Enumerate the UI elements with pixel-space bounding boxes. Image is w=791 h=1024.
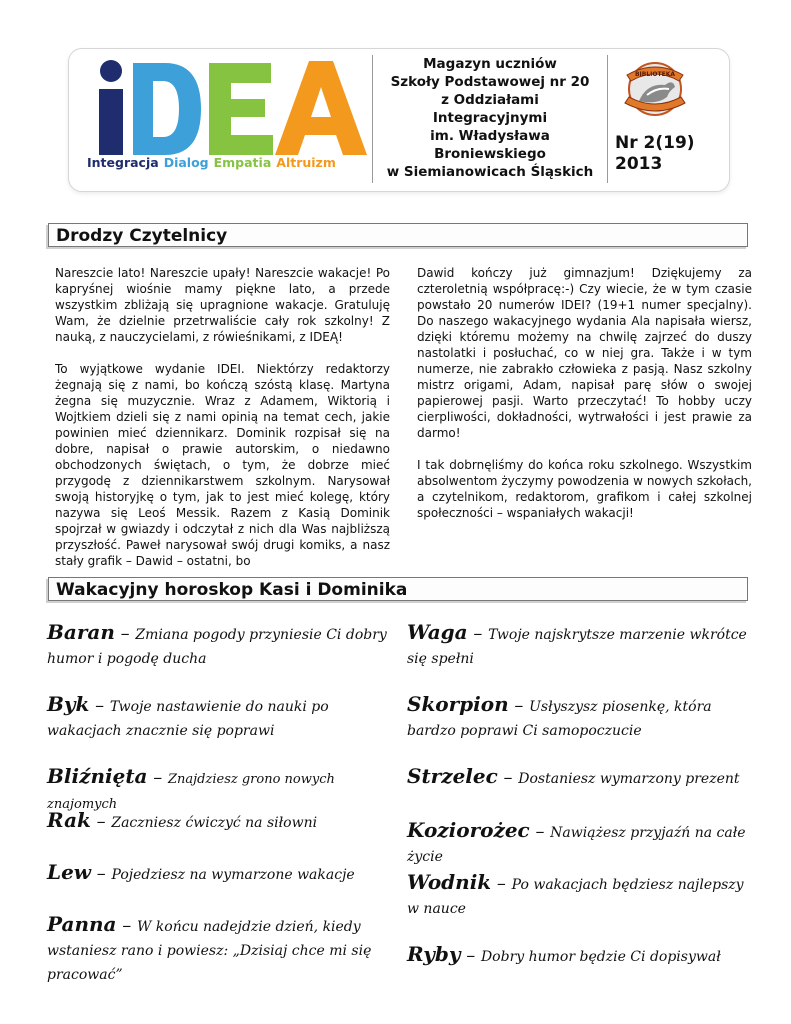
horoscope-entry xyxy=(47,860,397,887)
horoscope-text: Twoje najskrytsze marzenie wkrótce się spełni xyxy=(407,627,747,667)
library-emblem-icon xyxy=(617,57,693,117)
slogan-integracja: Integracja xyxy=(87,155,159,170)
article-paragraph: Dawid kończy już gimnazjum! Dziękujemy za czteroletnią współpracę:-) Czy wiecie, że w tym czasie powstało 20 numerów IDEI? (19+1 numer specjalny). Do naszego wakacyjnego wydania Ala napisała wiersz, dzięki któremu możemy na chwilę zajrzeć do duszy nastolatki i posłuchać, co w niej gra. Także i w tym numerze, nie zabrakło człowieka z pasją. Nasz szkolny mistrz origami, Adam, napisał parę słów o swojej papierowej pasji. Warto przeczytać! To hobby uczy cierpliwości, dokładności, wytrwałości i jest prawie za darmo! xyxy=(417,266,752,440)
horoscope-dash: – xyxy=(147,767,168,788)
horoscope-dash: – xyxy=(90,811,112,832)
horoscope-sign: Bliźnięta xyxy=(47,764,148,788)
horoscope-entry xyxy=(407,870,757,921)
horoscope-dash: – xyxy=(460,945,481,966)
horoscope-dash: – xyxy=(91,863,112,884)
article-column-right xyxy=(417,265,752,537)
logo-slogan xyxy=(87,155,341,175)
article-paragraph: To wyjątkowe wydanie IDEI. Niektórzy redaktorzy żegnają się z nami, bo kończą szóstą klasę. Martyna żegna się muzycznie. Wraz z Adamem, Wiktorią i Wojtkiem dzieli się z nami opinią na temat cech, jakie powinien mieć dziennikarz. Dominik rozpisał się na dobre, napisał o prawie autorskim, o niedawno obchodzonych świętach, o tym, że dobrze mieć przygodę z dziennikarstwem szkolnym. Narysował swoją historyjkę o tym, jak to jest mieć kolegę, który nazywa się Leoś Messik. Razem z Kasią Dominik spojrzał w gwiazdy i odczytał z nich dla Was najbliższą przyszłość. Paweł narysował swój drugi komiks, a nasz stały grafik – Dawid – ostatni, bo xyxy=(55,362,390,568)
horoscope-sign: Byk xyxy=(47,692,90,716)
logo-letter-e xyxy=(209,63,273,155)
horoscope-text: Pojedziesz na wymarzone wakacje xyxy=(111,867,355,883)
horoscope-text: Zmiana pogody przyniesie Ci dobry humor i pogodę ducha xyxy=(47,627,387,667)
horoscope-heading: Wakacyjny horoskop Kasi i Dominika xyxy=(48,577,748,601)
masthead-banner xyxy=(68,48,730,192)
banner-divider-right xyxy=(607,55,608,183)
magazine-title-line: z Oddziałami xyxy=(441,92,539,108)
horoscope-entry xyxy=(47,912,397,987)
logo-letter-d xyxy=(133,63,201,155)
article-column-left xyxy=(55,265,390,585)
horoscope-sign: Baran xyxy=(47,620,115,644)
horoscope-entry xyxy=(47,808,397,835)
horoscope-text: Dostaniesz wymarzony prezent xyxy=(518,771,740,787)
horoscope-entry xyxy=(407,764,757,791)
magazine-title-line: w Siemianowicach Śląskich xyxy=(386,164,594,180)
emblem-text: BIBLIOTEKA xyxy=(634,71,676,78)
article-paragraph: Nareszcie lato! Nareszcie upały! Nareszcie wakacje! Po kapryśnej wiośnie mamy piękne lato, a przede wszystkim zbliżają się upragnione wakacje. Gratuluję Wam, że dzielnie przetrwaliście cały rok szkolny! Z nauką, z nauczycielami, z rówieśnikami, z IDEĄ! xyxy=(55,266,390,344)
magazine-title-line: Broniewskiego xyxy=(434,146,546,162)
horoscope-text: Po wakacjach będziesz najlepszy w nauce xyxy=(407,877,744,917)
magazine-title xyxy=(377,55,603,181)
logo-letter-i-dot xyxy=(100,60,122,82)
horoscope-text: Znajdziesz grono nowych znajomych xyxy=(47,772,335,812)
horoscope-text: Usłyszysz piosenkę, która bardzo poprawi Ci samopoczucie xyxy=(407,699,712,739)
magazine-title-line: Magazyn uczniów xyxy=(423,56,557,72)
issue-info xyxy=(615,133,711,175)
magazine-title-line: Szkoły Podstawowej nr 20 xyxy=(390,74,590,90)
horoscope-sign: Koziorożec xyxy=(407,818,530,842)
horoscope-dash: – xyxy=(116,915,137,936)
banner-divider-left xyxy=(372,55,373,183)
horoscope-dash: – xyxy=(497,767,519,788)
horoscope-entry xyxy=(407,620,757,671)
slogan-empatia: Empatia xyxy=(213,155,272,170)
horoscope-sign: Rak xyxy=(47,808,91,832)
horoscope-sign: Wodnik xyxy=(407,870,492,894)
logo-letter-a xyxy=(275,61,367,155)
horoscope-sign: Strzelec xyxy=(407,764,498,788)
article-paragraph: I tak dobrnęliśmy do końca roku szkolnego. Wszystkim absolwentom życzymy powodzenia w nowych szkołach, a czytelnikom, redaktorom, grafikom i całej szkolnej społeczności – wspaniałych wakacji! xyxy=(417,458,752,520)
horoscope-sign: Skorpion xyxy=(407,692,509,716)
magazine-title-line: Integracyjnymi xyxy=(432,110,548,126)
issue-number: Nr 2(19) xyxy=(615,133,695,153)
slogan-dialog: Dialog xyxy=(163,155,209,170)
horoscope-text: Twoje nastawienie do nauki po wakacjach znacznie się poprawi xyxy=(47,699,329,739)
horoscope-dash: – xyxy=(467,623,489,644)
slogan-altruizm: Altruizm xyxy=(276,155,336,170)
horoscope-dash: – xyxy=(114,623,136,644)
horoscope-dash: – xyxy=(529,821,551,842)
article-heading: Drodzy Czytelnicy xyxy=(48,223,748,247)
issue-year: 2013 xyxy=(615,154,663,174)
horoscope-dash: – xyxy=(89,695,110,716)
horoscope-entry xyxy=(47,692,397,743)
horoscope-sign: Panna xyxy=(47,912,117,936)
logo-letter-i-stem xyxy=(99,89,123,155)
horoscope-text: Zaczniesz ćwiczyć na siłowni xyxy=(111,815,318,831)
horoscope-text: Nawiążesz przyjaźń na całe życie xyxy=(407,825,746,865)
horoscope-dash: – xyxy=(491,873,512,894)
magazine-title-line: im. Władysława xyxy=(430,128,550,144)
horoscope-sign: Lew xyxy=(47,860,92,884)
horoscope-text: Dobry humor będzie Ci dopisywał xyxy=(480,949,721,965)
horoscope-dash: – xyxy=(508,695,530,716)
horoscope-entry xyxy=(407,818,757,869)
horoscope-entry xyxy=(407,692,757,743)
horoscope-sign: Ryby xyxy=(407,942,461,966)
horoscope-entry xyxy=(407,942,757,969)
horoscope-text: W końcu nadejdzie dzień, kiedy wstaniesz rano i powiesz: „Dzisiaj chce mi się pracować” xyxy=(47,919,372,983)
horoscope-entry xyxy=(47,620,397,671)
horoscope-sign: Waga xyxy=(407,620,468,644)
idea-logo xyxy=(81,51,371,163)
